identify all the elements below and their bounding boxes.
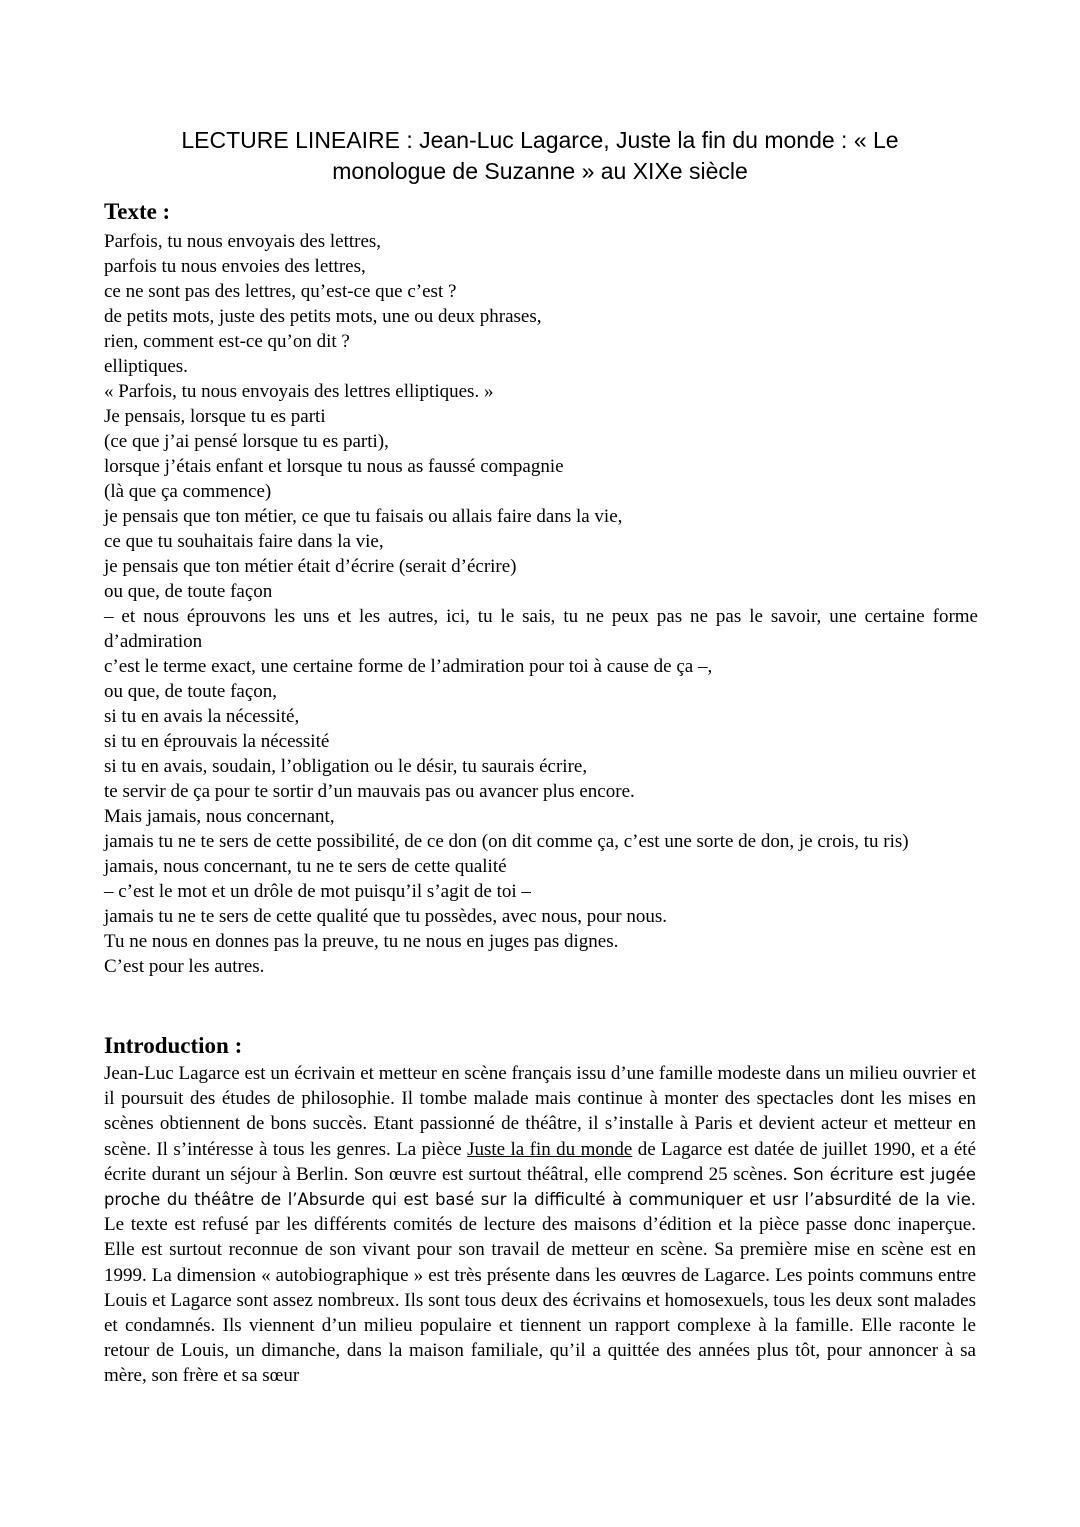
introduction-paragraph xyxy=(104,1061,976,1389)
poem-line: « Parfois, tu nous envoyais des lettres elliptiques. » xyxy=(104,381,494,402)
intro-absurde-sentence: Son écriture est jugée proche du théâtre de l’Absurde qui est basé sur la difficulté à communiquer et usr l’absurdité de la vie. xyxy=(104,1164,976,1210)
document-title xyxy=(104,125,976,187)
intro-text: Le texte est refusé par les différents comités de lecture des maisons d’édition et la pièce passe donc inaperçue. Elle est surtout reconnue de son vivant pour son travail de metteur en scène. Sa première mise en scène est en 1999. La dimension « autobiographique » est très présente dans les œuvres de Lagarce. Les points communs entre Louis et Lagarce sont assez nombreux. Ils sont tous deux des écrivains et homosexuels, tous les deux sont malades et condamnés. Ils viennent d’un milieu populaire et tiennent un rapport complexe à la famille. Elle raconte le retour de Louis, un dimanche, dans la maison familiale, qu’il a quittée des années plus tôt, pour annoncer à sa mère, son frère et sa sœur xyxy=(104,1214,976,1387)
poem-line: lorsque j’étais enfant et lorsque tu nous as faussé compagnie xyxy=(104,456,564,477)
texte-heading: Texte : xyxy=(104,199,171,224)
poem-line: ou que, de toute façon, xyxy=(104,681,278,702)
poem-line: (là que ça commence) xyxy=(104,481,272,502)
poem-text xyxy=(104,229,978,979)
title-line-2: monologue de Suzanne » au XIXe siècle xyxy=(332,158,748,184)
poem-line: C’est pour les autres. xyxy=(104,956,265,977)
poem-line: rien, comment est-ce qu’on dit ? xyxy=(104,331,350,352)
poem-line: parfois tu nous envoies des lettres, xyxy=(104,256,366,277)
poem-line: (ce que j’ai pensé lorsque tu es parti), xyxy=(104,431,389,452)
poem-line: jamais tu ne te sers de cette qualité que tu possèdes, avec nous, pour nous. xyxy=(104,906,667,927)
poem-line: si tu en avais la nécessité, xyxy=(104,706,300,727)
poem-line: jamais, nous concernant, tu ne te sers de cette qualité xyxy=(104,856,507,877)
intro-text: de Lagarce est datée de juillet 1990, et a été écrite durant un séjour à Berlin. Son œuvre est surtout théâtral, elle comprend 25 scènes. xyxy=(104,1138,976,1185)
title-line-1: LECTURE LINEAIRE : Jean-Luc Lagarce, Juste la fin du monde : « Le xyxy=(181,127,899,153)
poem-line: Mais jamais, nous concernant, xyxy=(104,806,335,827)
poem-line: je pensais que ton métier était d’écrire (serait d’écrire) xyxy=(104,556,517,577)
poem-line: de petits mots, juste des petits mots, une ou deux phrases, xyxy=(104,306,542,327)
poem-line: elliptiques. xyxy=(104,356,188,377)
poem-line: c’est le terme exact, une certaine forme de l’admiration pour toi à cause de ça –, xyxy=(104,656,713,677)
poem-line: Tu ne nous en donnes pas la preuve, tu ne nous en juges pas dignes. xyxy=(104,931,619,952)
poem-line: je pensais que ton métier, ce que tu faisais ou allais faire dans la vie, xyxy=(104,506,623,527)
poem-line: te servir de ça pour te sortir d’un mauvais pas ou avancer plus encore. xyxy=(104,781,635,802)
introduction-heading: Introduction : xyxy=(104,1033,243,1058)
poem-line: – et nous éprouvons les uns et les autres, ici, tu le sais, tu ne peux pas ne pas le savoir, une certaine forme d’admiration xyxy=(104,606,978,652)
intro-text: Jean-Luc Lagarce est un écrivain et metteur en scène français issu d’une famille modeste dans un milieu ouvrier et il poursuit des études de philosophie. Il tombe malade mais continue à monter des spectacles dont les mises en scènes obtiennent de bons succès. Etant passionné de théâtre, il s’installe à Paris et devient acteur et metteur en scène. Il s’intéresse à tous les genres. La pièce xyxy=(104,1063,976,1160)
poem-line: ce que tu souhaitais faire dans la vie, xyxy=(104,531,384,552)
poem-line: Je pensais, lorsque tu es parti xyxy=(104,406,326,427)
poem-line: jamais tu ne te sers de cette possibilité, de ce don (on dit comme ça, c’est une sorte de don, je crois, tu ris) xyxy=(104,831,909,852)
poem-line: si tu en avais, soudain, l’obligation ou le désir, tu saurais écrire, xyxy=(104,756,588,777)
poem-line: ce ne sont pas des lettres, qu’est-ce que c’est ? xyxy=(104,281,457,302)
poem-line: Parfois, tu nous envoyais des lettres, xyxy=(104,231,382,252)
poem-line: si tu en éprouvais la nécessité xyxy=(104,731,330,752)
play-title-underlined: Juste la fin du monde xyxy=(467,1138,633,1160)
poem-line: – c’est le mot et un drôle de mot puisqu’il s’agit de toi – xyxy=(104,881,531,902)
poem-line: ou que, de toute façon xyxy=(104,581,273,602)
